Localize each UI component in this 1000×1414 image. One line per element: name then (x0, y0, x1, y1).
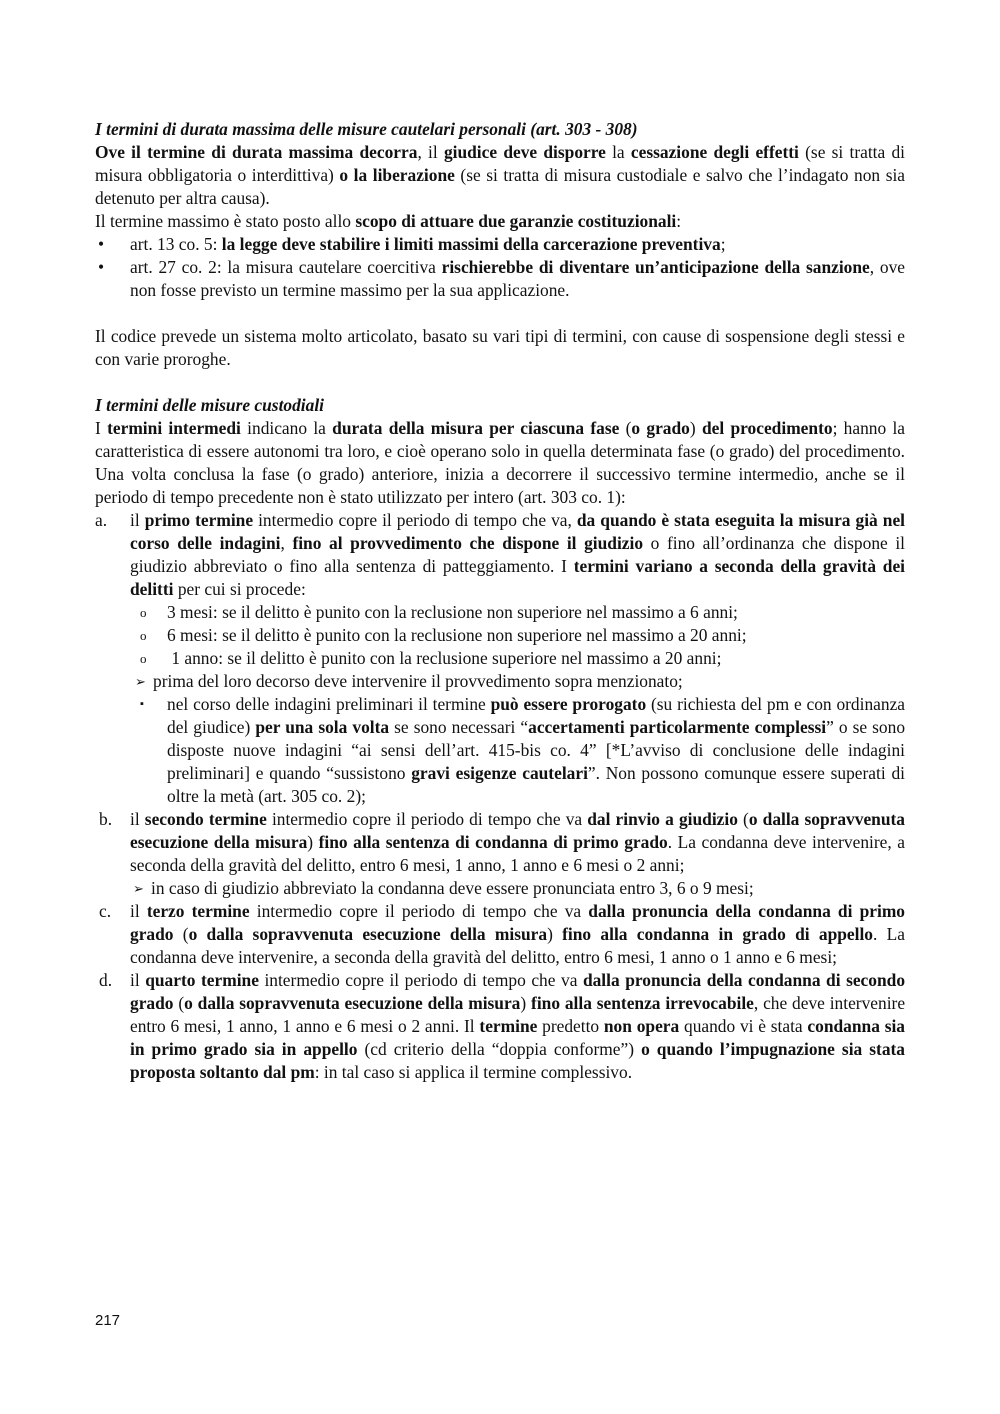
bold-text-segment: o la liberazione (339, 165, 455, 185)
bold-text-segment: fino alla sentenza di condanna di primo grado (318, 832, 668, 852)
bold-text-segment: o dalla sopravvenuta esecuzione della misura (184, 993, 521, 1013)
text-segment: nel corso delle indagini preliminari il termine (167, 694, 491, 714)
bold-text-segment: primo termine (144, 510, 254, 530)
bold-text-segment: accertamenti particolarmente complessi (528, 717, 827, 737)
text-segment: il (130, 510, 145, 530)
text-segment: , che deve intervenire entro 6 mesi, 1 anno, 1 anno e 6 mesi o 2 anni. Il (130, 993, 906, 1036)
bold-text-segment: cessazione degli effetti (630, 142, 799, 162)
text-segment: il (130, 901, 147, 921)
square-item-proroga (130, 693, 905, 808)
list-marker: c. (99, 901, 112, 921)
list-item-text (130, 509, 905, 601)
bold-text-segment: durata della misura per ciascuna fase (332, 418, 620, 438)
bold-text-segment: gravi esigenze cautelari (411, 763, 588, 783)
sub-marker: o (140, 605, 147, 620)
bullet-text (130, 256, 905, 302)
bold-text-segment: o quando l’impugnazione sia stata proposta soltanto dal pm (130, 1039, 905, 1082)
text-segment: . La condanna deve intervenire, a seconda della gravità del delitto, entro 6 mesi, 1 anno o 1 anno e 6 mesi; (130, 924, 905, 967)
paragraph-spacer (95, 302, 905, 325)
text-segment: (cd criterio della “doppia conforme”) (357, 1039, 642, 1059)
list-marker: b. (99, 809, 113, 829)
arrow-icon: ➢ (135, 674, 146, 689)
list-item-c (95, 900, 905, 969)
arrow-icon: ➢ (133, 881, 144, 896)
text-segment: se sono necessari “ (389, 717, 529, 737)
text-segment: I (95, 418, 108, 438)
sub-marker: o (140, 628, 147, 643)
text-segment: ( (619, 418, 632, 438)
sub-marker: o (140, 651, 147, 666)
text-segment: ( (173, 924, 189, 944)
bold-text-segment: fino alla condanna in grado di appello (562, 924, 873, 944)
text-segment: , ove non fosse previsto un termine massimo per la sua applicazione. (130, 257, 905, 300)
paragraph-sistema-articolato (95, 325, 905, 371)
bold-text-segment: termini variano a seconda della gravità dei delitti (130, 556, 905, 599)
text-segment: ( (173, 993, 185, 1013)
text-segment: Il codice prevede un sistema molto articolato, basato su vari tipi di termini, con cause di sospensione degli stessi e con varie proroghe. (95, 326, 905, 369)
bold-text-segment: secondo termine (144, 809, 267, 829)
text-segment: indicano la (240, 418, 333, 438)
bold-text-segment: scopo di attuare due garanzie costituzionali (355, 211, 677, 231)
bullet-marker: • (98, 257, 105, 277)
text-segment: intermedio copre il periodo di tempo che va, (253, 510, 577, 530)
text-segment: ; (720, 234, 726, 254)
arrow-item-text: prima del loro decorso deve intervenire il provvedimento sopra menzionato; (153, 671, 683, 691)
text-segment: intermedio copre il periodo di tempo che va (258, 970, 583, 990)
paragraph-spacer (95, 371, 905, 394)
arrow-item-decorso (135, 670, 905, 693)
bold-text-segment: termini intermedi (107, 418, 241, 438)
text-segment: . La condanna deve intervenire, a seconda della gravità del delitto, entro 6 mesi, 1 anno, 1 anno e 6 mesi o 2 anni; (130, 832, 905, 875)
bullet-marker: • (98, 234, 105, 254)
bold-text-segment: quarto termine (145, 970, 259, 990)
bold-text-segment: dalla pronuncia della condanna di primo grado (130, 901, 905, 944)
arrow-item-abbreviato (133, 877, 905, 900)
text-segment: ) (689, 418, 702, 438)
bold-text-segment: o grado (631, 418, 690, 438)
text-segment: ) (520, 993, 532, 1013)
text-segment: intermedio copre il periodo di tempo che va (266, 809, 588, 829)
text-segment: la (605, 142, 631, 162)
text-segment: art. 13 co. 5: (130, 234, 222, 254)
bold-text-segment: rischierebbe di diventare un’anticipazione della sanzione (441, 257, 870, 277)
text-segment: (su richiesta del pm e con ordinanza del giudice) (167, 694, 906, 737)
bold-text-segment: terzo termine (146, 901, 250, 921)
text-segment: (se si tratta di misura custodiale e salvo che l’indagato non sia detenuto per altra causa). (95, 165, 906, 208)
text-segment: : in tal caso si applica il termine complessivo. (314, 1062, 633, 1082)
bold-text-segment: termine (479, 1016, 538, 1036)
text-segment: : (676, 211, 682, 231)
text-segment: intermedio copre il periodo di tempo che va (249, 901, 589, 921)
text-segment: , il (417, 142, 444, 162)
bold-text-segment: o dalla sopravvenuta esecuzione della misura (188, 924, 548, 944)
text-segment: ; hanno la caratteristica di essere autonomi tra loro, e cioè operano solo in quella determinata fase (o grado) del procedimento. Una volta conclusa la fase (o grado) anteriore, inizia a decorrere il successivo termine intermedio, anche se il periodo di tempo precedente non è stato utilizzato per intero (art. 303 co. 1): (95, 418, 906, 507)
sub-item-text: 1 anno: se il delitto è punito con la reclusione superiore nel massimo a 20 anni; (167, 648, 722, 668)
text-segment: Il termine massimo è stato posto allo (95, 211, 356, 231)
bullet-text (130, 233, 905, 256)
bold-text-segment: Ove il termine di durata massima decorra (95, 142, 418, 162)
sub-item-3-mesi (130, 601, 905, 624)
bold-text-segment: la legge deve stabilire i limiti massimi della carcerazione preventiva (221, 234, 721, 254)
text-segment: ( (737, 809, 749, 829)
bold-text-segment: da quando è stata eseguita la misura già nel corso delle indagini (130, 510, 905, 553)
section-heading-misure-custodiali: I termini delle misure custodiali (95, 395, 324, 415)
text-segment: quando vi è stata (679, 1016, 808, 1036)
list-item-text (130, 969, 905, 1084)
square-bullet-icon: ▪ (140, 698, 144, 710)
bold-text-segment: per una sola volta (255, 717, 390, 737)
text-segment: il (130, 970, 146, 990)
list-marker: a. (95, 510, 108, 530)
sub-item-1-anno (130, 647, 905, 670)
bold-text-segment: fino alla sentenza irrevocabile (531, 993, 754, 1013)
square-item-text (167, 693, 905, 808)
bold-text-segment: dal rinvio a giudizio (587, 809, 738, 829)
text-segment: predetto (537, 1016, 604, 1036)
text-segment: (se si tratta di misura obbligatoria o interdittiva) (95, 142, 905, 185)
text-segment: art. 27 co. 2: la misura cautelare coercitiva (130, 257, 442, 277)
list-item-d (95, 969, 905, 1084)
text-segment: , (280, 533, 293, 553)
section-heading-durata-massima: I termini di durata massima delle misure cautelari personali (art. 303 - 308) (95, 119, 638, 139)
arrow-item-text: in caso di giudizio abbreviato la condanna deve essere pronunciata entro 3, 6 o 9 mesi; (151, 878, 754, 898)
bold-text-segment: può essere prorogato (490, 694, 647, 714)
paragraph-cessazione-effetti (95, 141, 905, 210)
sub-item-6-mesi (130, 624, 905, 647)
text-segment: ) (547, 924, 563, 944)
text-segment: ) (307, 832, 319, 852)
paragraph-termini-intermedi (95, 417, 905, 509)
bullet-item-art-27 (95, 256, 905, 302)
document-body (95, 118, 905, 1084)
bold-text-segment: o dalla sopravvenuta esecuzione della misura (130, 809, 905, 852)
list-item-a (95, 509, 905, 601)
text-segment: ” o se sono disposte nuove indagini “ai sensi dell’art. 415-bis co. 4” [*L’avviso di conclusione delle indagini preliminari] e quando “sussistono (167, 717, 906, 783)
list-item-b (95, 808, 905, 877)
sub-item-text: 3 mesi: se il delitto è punito con la reclusione non superiore nel massimo a 6 anni; (167, 602, 738, 622)
page-number: 217 (95, 1312, 121, 1329)
bullet-item-art-13 (95, 233, 905, 256)
bold-text-segment: del procedimento (701, 418, 833, 438)
bold-text-segment: dalla pronuncia della condanna di secondo grado (130, 970, 906, 1013)
text-segment: per cui si procede: (173, 579, 306, 599)
text-segment: ”. Non possono comunque essere superati di oltre la metà (art. 305 co. 2); (167, 763, 905, 806)
bold-text-segment: non opera (603, 1016, 680, 1036)
bold-text-segment: condanna sia in primo grado sia in appello (130, 1016, 905, 1059)
sub-item-text: 6 mesi: se il delitto è punito con la reclusione non superiore nel massimo a 20 anni; (167, 625, 747, 645)
list-item-text (130, 808, 905, 877)
list-marker: d. (99, 970, 113, 990)
bold-text-segment: giudice deve disporre (443, 142, 606, 162)
list-item-text (130, 900, 905, 969)
text-segment: il (130, 809, 145, 829)
paragraph-garanzie-costituzionali (95, 210, 905, 233)
text-segment: o fino all’ordinanza che dispone il giudizio abbreviato o fino alla sentenza di patteggiamento. I (130, 533, 905, 576)
bold-text-segment: fino al provvedimento che dispone il giudizio (292, 533, 644, 553)
